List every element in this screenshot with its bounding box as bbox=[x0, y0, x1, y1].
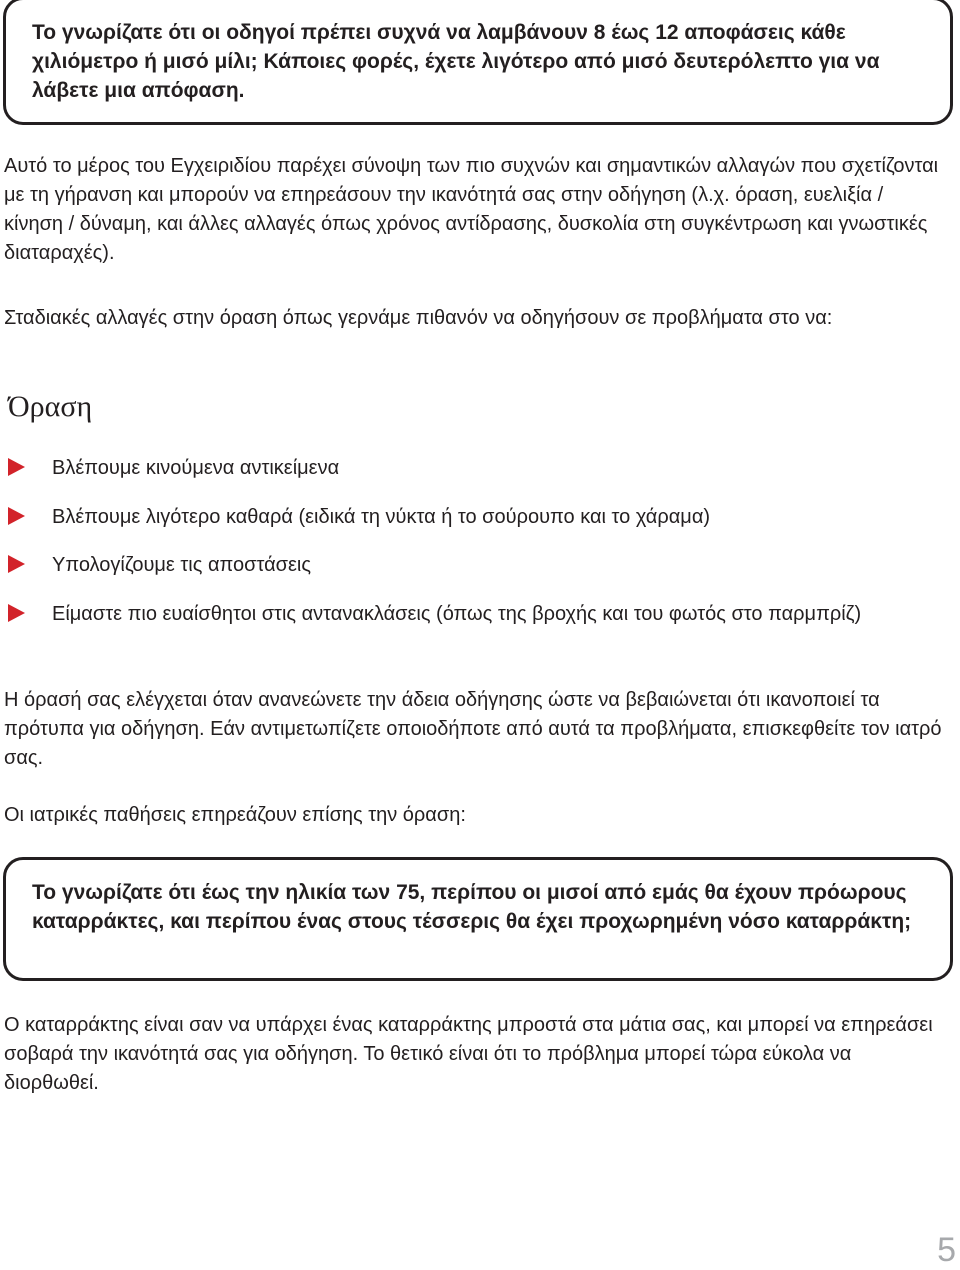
did-you-know-callout-cataracts bbox=[3, 857, 953, 981]
callout-cataracts-text: Το γνωρίζατε ότι έως την ηλικία των 75, περίπου οι μισοί από εμάς θα έχουν πρόωρους καταρράκτες, και περίπου ένας στους τέσσερις θα έχει προχωρημένη νόσο καταρράκτη; bbox=[32, 881, 912, 933]
intro-paragraph: Αυτό το μέρος του Εγχειριδίου παρέχει σύνοψη των πιο συχνών και σημαντικών αλλαγών που σχετίζονται με τη γήρανση και μπορούν να επηρεάσουν την ικανότητά σας στην οδήγηση (λ.χ. όραση, ευελιξία / κίνηση / δύναμη, και άλλες αλλαγές όπως χρόνος αντίδρασης, δυσκολία στη συγκέντρωση και γνωστικές διαταραχές). bbox=[4, 155, 939, 264]
list-item-text: Βλέπουμε λιγότερο καθαρά (ειδικά τη νύκτα ή το σούρουπο και το χάραμα) bbox=[52, 506, 711, 528]
list-item bbox=[4, 600, 944, 629]
list-item bbox=[4, 551, 944, 580]
red-triangle-arrow-icon bbox=[8, 555, 25, 573]
red-triangle-arrow-icon bbox=[8, 507, 25, 525]
did-you-know-callout-decisions bbox=[3, 0, 953, 125]
red-triangle-arrow-icon bbox=[8, 458, 25, 476]
list-item bbox=[4, 454, 944, 483]
section-heading-vision: Όραση bbox=[8, 390, 93, 423]
red-triangle-arrow-icon bbox=[8, 604, 25, 622]
medical-conditions-paragraph: Οι ιατρικές παθήσεις επηρεάζουν επίσης την όραση: bbox=[4, 804, 466, 826]
page-number: 5 bbox=[937, 1231, 956, 1269]
callout-decisions-text: Το γνωρίζατε ότι οι οδηγοί πρέπει συχνά να λαμβάνουν 8 έως 12 αποφάσεις κάθε χιλιόμετρο ή μισό μίλι; Κάποιες φορές, έχετε λιγότερο από μισό δευτερόλεπτο για να λάβετε μια απόφαση. bbox=[32, 21, 880, 102]
list-item-text: Είμαστε πιο ευαίσθητοι στις αντανακλάσεις (όπως της βροχής και του φωτός στο παρμπρίζ) bbox=[52, 603, 862, 625]
list-item-text: Υπολογίζουμε τις αποστάσεις bbox=[52, 554, 312, 576]
cataract-paragraph: Ο καταρράκτης είναι σαν να υπάρχει ένας καταρράκτης μπροστά στα μάτια σας, και μπορεί να επηρεάσει σοβαρά την ικανότητά σας για οδήγηση. Το θετικό είναι ότι το πρόβλημα μπορεί τώρα εύκολα να διορθωθεί. bbox=[4, 1014, 933, 1094]
license-check-paragraph: Η όρασή σας ελέγχεται όταν ανανεώνετε την άδεια οδήγησης ώστε να βεβαιώνεται ότι ικανοποιεί τα πρότυπα για οδήγηση. Εάν αντιμετωπίζετε οποιοδήποτε από αυτά τα προβλήματα, επισκεφθείτε τον ιατρό σας. bbox=[4, 689, 942, 769]
list-item bbox=[4, 503, 944, 532]
vision-intro-paragraph: Σταδιακές αλλαγές στην όραση όπως γερνάμε πιθανόν να οδηγήσουν σε προβλήματα στο να: bbox=[4, 307, 833, 329]
list-item-text: Βλέπουμε κινούμενα αντικείμενα bbox=[52, 457, 340, 479]
